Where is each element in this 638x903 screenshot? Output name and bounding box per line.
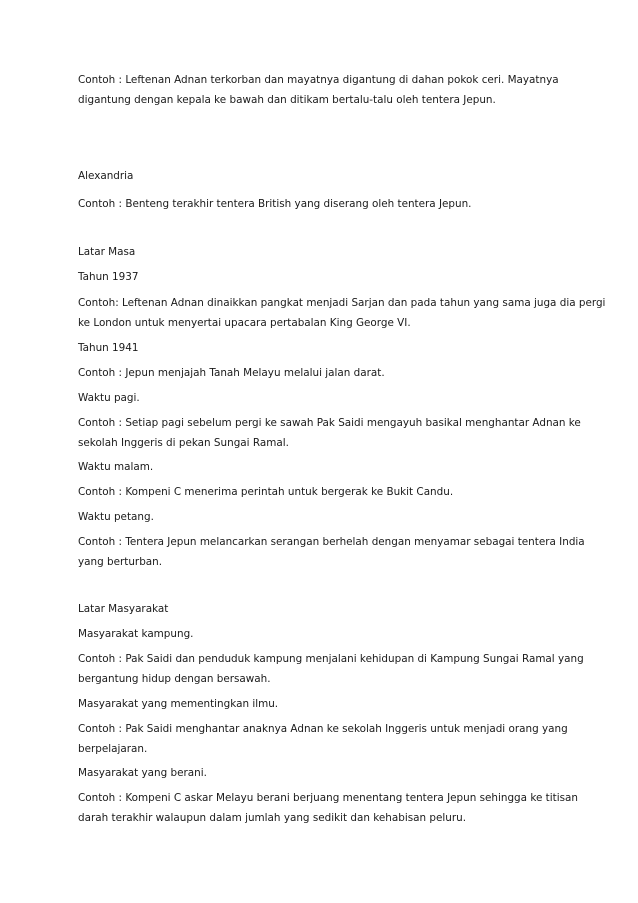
text-line: Contoh : Pak Saidi dan penduduk kampung menjalani kehidupan di Kampung Sungai Ramal yang — [78, 653, 584, 665]
text-line: Contoh : Kompeni C askar Melayu berani berjuang menentang tentera Jepun sehingga ke titisan — [78, 792, 578, 804]
text-line: digantung dengan kepala ke bawah dan ditikam bertalu-talu oleh tentera Jepun. — [78, 94, 496, 106]
subheading: Masyarakat kampung. — [78, 628, 194, 640]
text-line: Contoh : Pak Saidi menghantar anaknya Adnan ke sekolah Inggeris untuk menjadi orang yang — [78, 723, 568, 735]
subheading: Waktu pagi. — [78, 392, 140, 404]
text-line: berpelajaran. — [78, 743, 148, 755]
section-heading: Alexandria — [78, 170, 134, 182]
text-line: Contoh : Setiap pagi sebelum pergi ke sawah Pak Saidi mengayuh basikal menghantar Adnan ke — [78, 417, 581, 429]
text-line: Contoh : Kompeni C menerima perintah untuk bergerak ke Bukit Candu. — [78, 486, 454, 498]
subheading: Waktu malam. — [78, 461, 154, 473]
text-line: Contoh : Tentera Jepun melancarkan serangan berhelah dengan menyamar sebagai tentera India — [78, 536, 585, 548]
section-heading: Latar Masyarakat — [78, 603, 169, 615]
subheading: Tahun 1937 — [78, 271, 139, 283]
section-heading: Latar Masa — [78, 246, 136, 258]
text-line: bergantung hidup dengan bersawah. — [78, 673, 271, 685]
subheading: Waktu petang. — [78, 511, 154, 523]
text-line: ke London untuk menyertai upacara pertabalan King George VI. — [78, 317, 411, 329]
text-line: darah terakhir walaupun dalam jumlah yang sedikit dan kehabisan peluru. — [78, 812, 466, 824]
subheading: Masyarakat yang berani. — [78, 767, 207, 779]
text-line: sekolah Inggeris di pekan Sungai Ramal. — [78, 437, 289, 449]
subheading: Tahun 1941 — [78, 342, 139, 354]
text-line: Contoh: Leftenan Adnan dinaikkan pangkat menjadi Sarjan dan pada tahun yang sama juga dia pergi — [78, 297, 606, 309]
text-line: Contoh : Jepun menjajah Tanah Melayu melalui jalan darat. — [78, 367, 385, 379]
text-line: Contoh : Leftenan Adnan terkorban dan mayatnya digantung di dahan pokok ceri. Mayatnya — [78, 74, 559, 86]
text-line: Contoh : Benteng terakhir tentera British yang diserang oleh tentera Jepun. — [78, 198, 472, 210]
text-line: yang berturban. — [78, 556, 163, 568]
subheading: Masyarakat yang mementingkan ilmu. — [78, 698, 279, 710]
